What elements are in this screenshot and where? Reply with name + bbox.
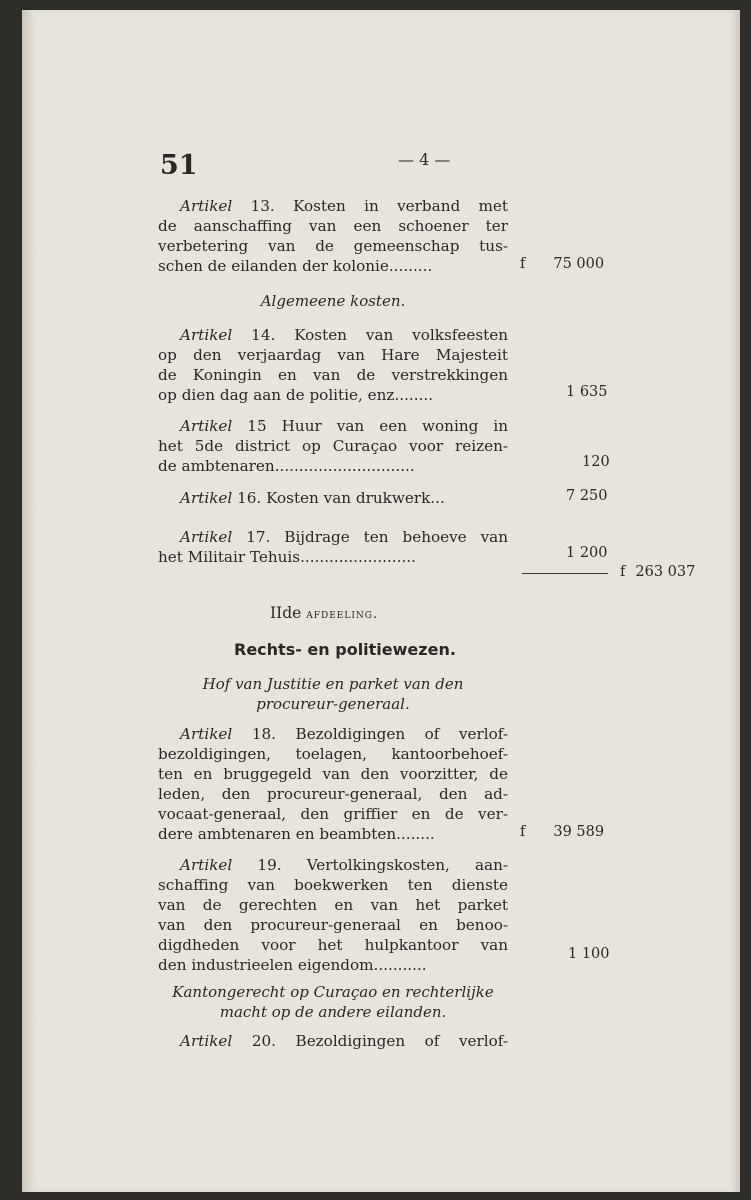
subheading-line-2: procureur-generaal.: [256, 695, 410, 713]
division-number: IIde: [270, 604, 302, 622]
page-edge: [730, 10, 740, 1192]
article-label: Artikel: [180, 489, 233, 507]
currency-symbol: f: [520, 824, 526, 840]
article-13-amount: [520, 256, 604, 272]
article-15: [158, 416, 508, 476]
article-19: [158, 855, 508, 975]
article-15-line-1: [158, 416, 508, 436]
article-16-line-1: [158, 488, 508, 508]
article-19-line-3: van de gerechten en van het parket: [158, 896, 508, 914]
article-20-line-1: [158, 1031, 508, 1051]
article-number: 15: [247, 417, 267, 435]
article-18-line-2: bezoldigingen, toelagen, kantoorbehoef-: [158, 745, 508, 763]
total-amount: [620, 564, 695, 580]
article-text: Kosten van volksfeesten: [294, 326, 509, 344]
article-number: 14.: [251, 326, 276, 344]
article-19-line-1: [158, 855, 508, 875]
page-spine-shadow: [22, 10, 34, 1192]
article-15-amount: 120: [582, 454, 610, 470]
article-18-line-5: vocaat-generaal, den griffier en de ver-: [158, 805, 508, 823]
article-14-line-1: [158, 325, 508, 345]
article-16: [158, 488, 508, 508]
article-text: Vertolkingskosten, aan-: [306, 856, 509, 874]
subheading-line-1: Hof van Justitie en parket van den: [202, 675, 464, 693]
subtotal-rule: [522, 573, 608, 574]
article-18-line-4: leden, den procureur-generaal, den ad-: [158, 785, 508, 803]
article-label: Artikel: [180, 725, 233, 743]
article-number: 18.: [251, 725, 276, 743]
article-label: Artikel: [180, 197, 233, 215]
article-text: Bezoldigingen of verlof-: [295, 1032, 509, 1050]
article-14-line-3: de Koningin en van de verstrekkingen: [158, 366, 508, 384]
article-18: [158, 724, 508, 844]
article-number: 13.: [250, 197, 275, 215]
article-15-line-2: het 5de district op Curaçao voor reizen-: [158, 437, 508, 455]
article-number: 17.: [246, 528, 271, 546]
amount-value: 39 589: [553, 824, 605, 840]
article-label: Artikel: [180, 1032, 233, 1050]
article-number: 20.: [251, 1032, 276, 1050]
article-text: Bijdrage ten behoeve van: [284, 528, 509, 546]
article-17-line-2: het Militair Tehuis........................: [158, 548, 416, 566]
article-14-line-2: op den verjaardag van Hare Majesteit: [158, 346, 508, 364]
article-number: 16.: [237, 489, 262, 507]
article-13-line-2: de aanschaffing van een schoener ter: [158, 217, 508, 235]
division-title: [270, 604, 378, 622]
currency-symbol: f: [520, 256, 526, 272]
article-text: Kosten van drukwerk...: [266, 489, 445, 507]
article-label: Artikel: [180, 856, 233, 874]
article-13: [158, 196, 508, 276]
amount-value: 75 000: [553, 256, 605, 272]
article-19-line-4: van den procureur-generaal en benoo-: [158, 916, 508, 934]
article-14-line-4: op dien dag aan de politie, enz........: [158, 386, 434, 404]
article-19-line-2: schaffing van boekwerken ten dienste: [158, 876, 508, 894]
article-13-line-3: verbetering van de gemeenschap tus-: [158, 237, 508, 255]
subheading-kantongerecht: [158, 982, 508, 1022]
article-13-line-1: [158, 196, 508, 216]
article-17: [158, 527, 508, 567]
article-18-line-6: dere ambtenaren en beambten........: [158, 825, 435, 843]
article-label: Artikel: [180, 326, 233, 344]
subheading-court: [158, 674, 508, 714]
article-text: Huur van een woning in: [281, 417, 509, 435]
article-19-line-6: den industrieelen eigendom...........: [158, 956, 427, 974]
article-15-line-3: de ambtenaren.............................: [158, 457, 415, 475]
folio-number: 51: [160, 150, 198, 181]
division-label: afdeeling.: [306, 607, 379, 622]
section-general-costs: Algemeene kosten.: [260, 292, 406, 310]
article-17-amount: 1 200: [566, 545, 608, 561]
article-number: 19.: [257, 856, 282, 874]
currency-symbol: f: [620, 564, 626, 580]
article-14: [158, 325, 508, 405]
article-13-line-4: schen de eilanden der kolonie.........: [158, 257, 433, 275]
article-18-line-1: [158, 724, 508, 744]
article-18-line-3: ten en bruggegeld van den voorzitter, de: [158, 765, 508, 783]
subheading-line-1: Kantongerecht op Curaçao en rechterlijke: [172, 983, 494, 1001]
article-text: Kosten in verband met: [293, 197, 509, 215]
article-label: Artikel: [180, 528, 233, 546]
amount-value: 263 037: [635, 564, 696, 580]
article-17-line-1: [158, 527, 508, 547]
section-heading: Rechts- en politiewezen.: [234, 640, 456, 659]
page-number: — 4 —: [398, 150, 451, 169]
article-20: [158, 1031, 508, 1051]
article-text: Bezoldigingen of verlof-: [295, 725, 509, 743]
article-19-amount: 1 100: [568, 946, 610, 962]
article-label: Artikel: [180, 417, 233, 435]
article-14-amount: 1 635: [566, 384, 608, 400]
article-19-line-5: digdheden voor het hulpkantoor van: [158, 936, 508, 954]
article-18-amount: [520, 824, 604, 840]
subheading-line-2: macht op de andere eilanden.: [219, 1003, 447, 1021]
article-16-amount: 7 250: [566, 488, 608, 504]
